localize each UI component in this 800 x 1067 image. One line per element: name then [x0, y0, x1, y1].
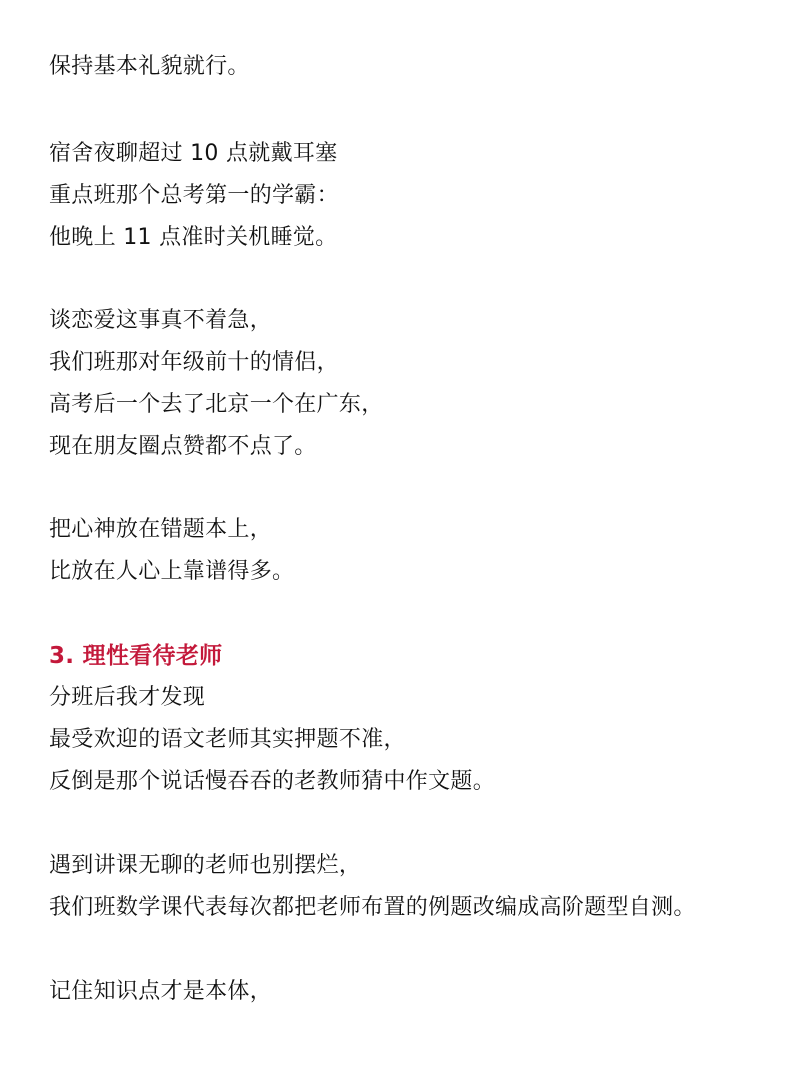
paragraph-line: 比放在人心上靠谱得多。	[49, 559, 295, 584]
paragraph-line: 把心神放在错题本上，	[49, 517, 273, 542]
paragraph-line: 反倒是那个说话慢吞吞的老教师猜中作文题。	[49, 769, 496, 794]
paragraph-line: 我们班那对年级前十的情侣，	[49, 350, 339, 375]
paragraph-line: 记住知识点才是本体，	[49, 979, 273, 1004]
paragraph-line: 我们班数学课代表每次都把老师布置的例题改编成高阶题型自测。	[49, 895, 696, 920]
paragraph-line: 遇到讲课无聊的老师也别摆烂，	[49, 853, 362, 878]
paragraph-line: 他晚上 11 点准时关机睡觉。	[49, 225, 338, 250]
section-heading: 3. 理性看待老师	[49, 643, 223, 669]
paragraph-line: 最受欢迎的语文老师其实押题不准，	[49, 727, 406, 752]
paragraph-line: 分班后我才发现	[49, 685, 206, 710]
paragraph-line: 宿舍夜聊超过 10 点就戴耳塞	[49, 141, 338, 166]
paragraph-line: 重点班那个总考第一的学霸：	[49, 183, 339, 208]
paragraph-line: 高考后一个去了北京一个在广东，	[49, 392, 384, 417]
paragraph-line: 谈恋爱这事真不着急，	[49, 308, 273, 333]
paragraph-line: 现在朋友圈点赞都不点了。	[49, 434, 317, 459]
paragraph-line: 保持基本礼貌就行。	[49, 54, 250, 79]
